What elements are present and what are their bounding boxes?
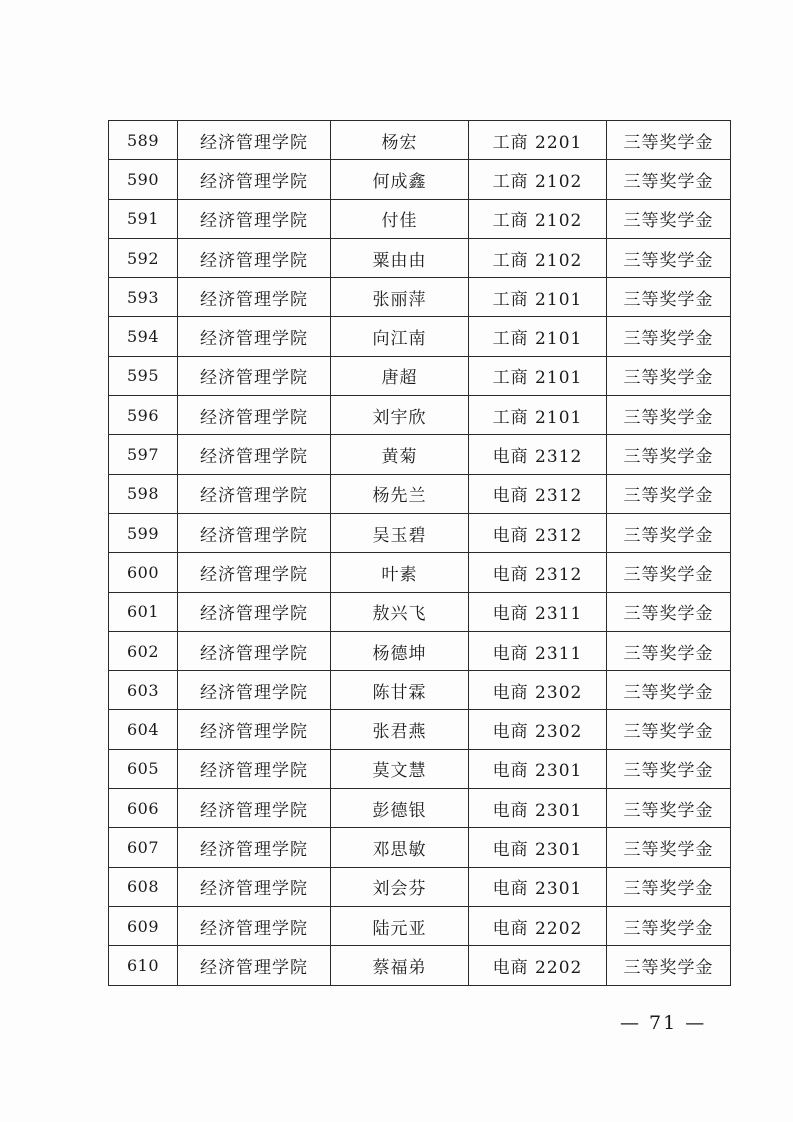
table-row [109,946,731,985]
student-name-cell: 叶素 [331,553,469,592]
class-cell: 电商 2301 [469,828,607,867]
row-number-cell: 605 [109,749,178,788]
table-row [109,671,731,710]
row-number-cell: 601 [109,592,178,631]
table-row [109,513,731,552]
award-cell: 三等奖学金 [607,317,731,356]
award-cell: 三等奖学金 [607,906,731,945]
table-row [109,867,731,906]
college-cell: 经济管理学院 [178,356,331,395]
college-cell: 经济管理学院 [178,238,331,277]
row-number-cell: 592 [109,238,178,277]
class-cell: 电商 2202 [469,946,607,985]
college-cell: 经济管理学院 [178,396,331,435]
student-name-cell: 陈甘霖 [331,671,469,710]
award-cell: 三等奖学金 [607,238,731,277]
college-cell: 经济管理学院 [178,317,331,356]
award-cell: 三等奖学金 [607,553,731,592]
row-number-cell: 594 [109,317,178,356]
student-name-cell: 刘宇欣 [331,396,469,435]
college-cell: 经济管理学院 [178,946,331,985]
table-row [109,435,731,474]
class-cell: 电商 2301 [469,749,607,788]
row-number-cell: 602 [109,631,178,670]
row-number-cell: 596 [109,396,178,435]
college-cell: 经济管理学院 [178,553,331,592]
award-cell: 三等奖学金 [607,199,731,238]
class-cell: 电商 2302 [469,710,607,749]
award-cell: 三等奖学金 [607,435,731,474]
college-cell: 经济管理学院 [178,906,331,945]
row-number-cell: 610 [109,946,178,985]
class-cell: 工商 2101 [469,396,607,435]
student-name-cell: 吴玉碧 [331,513,469,552]
class-cell: 工商 2102 [469,238,607,277]
row-number-cell: 609 [109,906,178,945]
student-name-cell: 何成鑫 [331,160,469,199]
row-number-cell: 595 [109,356,178,395]
college-cell: 经济管理学院 [178,867,331,906]
student-name-cell: 黄菊 [331,435,469,474]
class-cell: 工商 2102 [469,199,607,238]
award-cell: 三等奖学金 [607,828,731,867]
college-cell: 经济管理学院 [178,160,331,199]
row-number-cell: 603 [109,671,178,710]
class-cell: 工商 2102 [469,160,607,199]
award-cell: 三等奖学金 [607,474,731,513]
row-number-cell: 591 [109,199,178,238]
award-cell: 三等奖学金 [607,160,731,199]
student-name-cell: 敖兴飞 [331,592,469,631]
college-cell: 经济管理学院 [178,121,331,160]
page-number: — 71 — [620,1012,707,1034]
table-row [109,474,731,513]
row-number-cell: 598 [109,474,178,513]
table-row [109,160,731,199]
award-cell: 三等奖学金 [607,946,731,985]
table-row [109,238,731,277]
table-row [109,828,731,867]
table-row [109,710,731,749]
award-cell: 三等奖学金 [607,789,731,828]
student-name-cell: 唐超 [331,356,469,395]
award-cell: 三等奖学金 [607,592,731,631]
table-row [109,749,731,788]
table-row [109,278,731,317]
class-cell: 电商 2312 [469,553,607,592]
award-cell: 三等奖学金 [607,671,731,710]
student-name-cell: 邓思敏 [331,828,469,867]
row-number-cell: 600 [109,553,178,592]
table-row [109,906,731,945]
college-cell: 经济管理学院 [178,513,331,552]
class-cell: 工商 2101 [469,317,607,356]
row-number-cell: 590 [109,160,178,199]
class-cell: 电商 2302 [469,671,607,710]
class-cell: 电商 2312 [469,513,607,552]
student-name-cell: 彭德银 [331,789,469,828]
college-cell: 经济管理学院 [178,474,331,513]
college-cell: 经济管理学院 [178,199,331,238]
class-cell: 电商 2312 [469,435,607,474]
college-cell: 经济管理学院 [178,828,331,867]
student-name-cell: 张君燕 [331,710,469,749]
college-cell: 经济管理学院 [178,631,331,670]
college-cell: 经济管理学院 [178,749,331,788]
award-cell: 三等奖学金 [607,710,731,749]
row-number-cell: 599 [109,513,178,552]
table-row [109,631,731,670]
table-row [109,317,731,356]
class-cell: 电商 2311 [469,592,607,631]
student-name-cell: 杨宏 [331,121,469,160]
award-cell: 三等奖学金 [607,867,731,906]
student-name-cell: 莫文慧 [331,749,469,788]
row-number-cell: 604 [109,710,178,749]
student-name-cell: 杨先兰 [331,474,469,513]
award-cell: 三等奖学金 [607,278,731,317]
row-number-cell: 593 [109,278,178,317]
student-name-cell: 蔡福弟 [331,946,469,985]
award-cell: 三等奖学金 [607,396,731,435]
award-cell: 三等奖学金 [607,356,731,395]
award-cell: 三等奖学金 [607,513,731,552]
class-cell: 电商 2202 [469,906,607,945]
student-name-cell: 向江南 [331,317,469,356]
class-cell: 电商 2301 [469,789,607,828]
student-name-cell: 张丽萍 [331,278,469,317]
table-row [109,356,731,395]
class-cell: 工商 2201 [469,121,607,160]
table-row [109,592,731,631]
college-cell: 经济管理学院 [178,671,331,710]
scholarship-table-body [109,121,731,986]
row-number-cell: 606 [109,789,178,828]
college-cell: 经济管理学院 [178,278,331,317]
table-row [109,396,731,435]
row-number-cell: 597 [109,435,178,474]
student-name-cell: 粟由由 [331,238,469,277]
college-cell: 经济管理学院 [178,789,331,828]
student-name-cell: 付佳 [331,199,469,238]
class-cell: 电商 2311 [469,631,607,670]
college-cell: 经济管理学院 [178,435,331,474]
college-cell: 经济管理学院 [178,710,331,749]
table-row [109,199,731,238]
college-cell: 经济管理学院 [178,592,331,631]
class-cell: 电商 2312 [469,474,607,513]
row-number-cell: 608 [109,867,178,906]
table-row [109,121,731,160]
class-cell: 工商 2101 [469,278,607,317]
award-cell: 三等奖学金 [607,749,731,788]
scholarship-table [108,120,731,986]
row-number-cell: 589 [109,121,178,160]
class-cell: 电商 2301 [469,867,607,906]
student-name-cell: 陆元亚 [331,906,469,945]
student-name-cell: 刘会芬 [331,867,469,906]
table-row [109,553,731,592]
award-cell: 三等奖学金 [607,631,731,670]
award-cell: 三等奖学金 [607,121,731,160]
row-number-cell: 607 [109,828,178,867]
table-row [109,789,731,828]
class-cell: 工商 2101 [469,356,607,395]
student-name-cell: 杨德坤 [331,631,469,670]
